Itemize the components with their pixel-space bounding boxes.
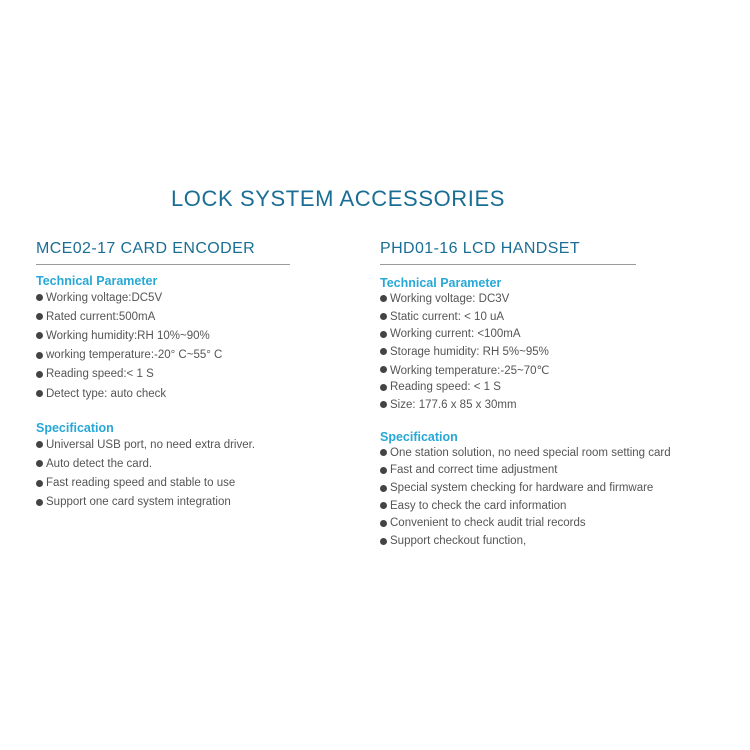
bullet-icon bbox=[380, 348, 387, 355]
list-item: One station solution, no need special room setting card bbox=[380, 444, 636, 462]
list-item: Convenient to check audit trial records bbox=[380, 515, 636, 533]
bullet-icon bbox=[36, 371, 43, 378]
bullet-icon bbox=[380, 401, 387, 408]
list-item: Working current: <100mA bbox=[380, 325, 636, 343]
product-card-encoder bbox=[36, 240, 290, 512]
technical-parameter-list bbox=[380, 290, 636, 414]
list-item: Easy to check the card information bbox=[380, 497, 636, 515]
list-item: Fast and correct time adjustment bbox=[380, 462, 636, 480]
specification-heading: Specification bbox=[380, 429, 458, 444]
list-item: Working voltage: DC3V bbox=[380, 290, 636, 308]
list-item: Working voltage:DC5V bbox=[36, 288, 290, 307]
list-item: Static current: < 10 uA bbox=[380, 308, 636, 326]
bullet-icon bbox=[380, 295, 387, 302]
bullet-icon bbox=[380, 313, 387, 320]
list-item: Universal USB port, no need extra driver. bbox=[36, 435, 290, 454]
specification-list bbox=[36, 435, 290, 512]
list-item: Working temperature:-25~70℃ bbox=[380, 361, 636, 379]
technical-parameter-heading: Technical Parameter bbox=[36, 274, 158, 288]
list-item: Working humidity:RH 10%~90% bbox=[36, 326, 290, 345]
list-item: working temperature:-20° C~55° C bbox=[36, 346, 290, 365]
bullet-icon bbox=[380, 366, 387, 373]
bullet-icon bbox=[380, 331, 387, 338]
list-item: Auto detect the card. bbox=[36, 454, 290, 473]
bullet-icon bbox=[36, 294, 43, 301]
bullet-icon bbox=[380, 485, 387, 492]
list-item: Reading speed: < 1 S bbox=[380, 378, 636, 396]
bullet-icon bbox=[380, 467, 387, 474]
technical-parameter-heading: Technical Parameter bbox=[380, 276, 502, 290]
bullet-icon bbox=[36, 390, 43, 397]
bullet-icon bbox=[380, 520, 387, 527]
bullet-icon bbox=[380, 384, 387, 391]
bullet-icon bbox=[36, 499, 43, 506]
bullet-icon bbox=[36, 332, 43, 339]
list-item: Fast reading speed and stable to use bbox=[36, 474, 290, 493]
list-item: Size: 177.6 x 85 x 30mm bbox=[380, 396, 636, 414]
list-item: Detect type: auto check bbox=[36, 384, 290, 403]
bullet-icon bbox=[36, 313, 43, 320]
bullet-icon bbox=[380, 538, 387, 545]
product-title: PHD01-16 LCD HANDSET bbox=[380, 240, 636, 265]
list-item: Support one card system integration bbox=[36, 493, 290, 512]
product-lcd-handset bbox=[380, 240, 671, 550]
technical-parameter-list bbox=[36, 288, 290, 403]
bullet-icon bbox=[36, 352, 43, 359]
list-item: Support checkout function, bbox=[380, 532, 636, 550]
specification-heading: Specification bbox=[36, 421, 114, 436]
bullet-icon bbox=[380, 502, 387, 509]
bullet-icon bbox=[380, 449, 387, 456]
bullet-icon bbox=[36, 441, 43, 448]
page-title: LOCK SYSTEM ACCESSORIES bbox=[170, 186, 506, 211]
list-item: Special system checking for hardware and firmware bbox=[380, 479, 636, 497]
bullet-icon bbox=[36, 480, 43, 487]
specification-list bbox=[380, 444, 671, 550]
list-item: Storage humidity: RH 5%~95% bbox=[380, 343, 636, 361]
list-item: Reading speed:< 1 S bbox=[36, 365, 290, 384]
product-title: MCE02-17 CARD ENCODER bbox=[36, 240, 290, 265]
list-item: Rated current:500mA bbox=[36, 307, 290, 326]
bullet-icon bbox=[36, 460, 43, 467]
